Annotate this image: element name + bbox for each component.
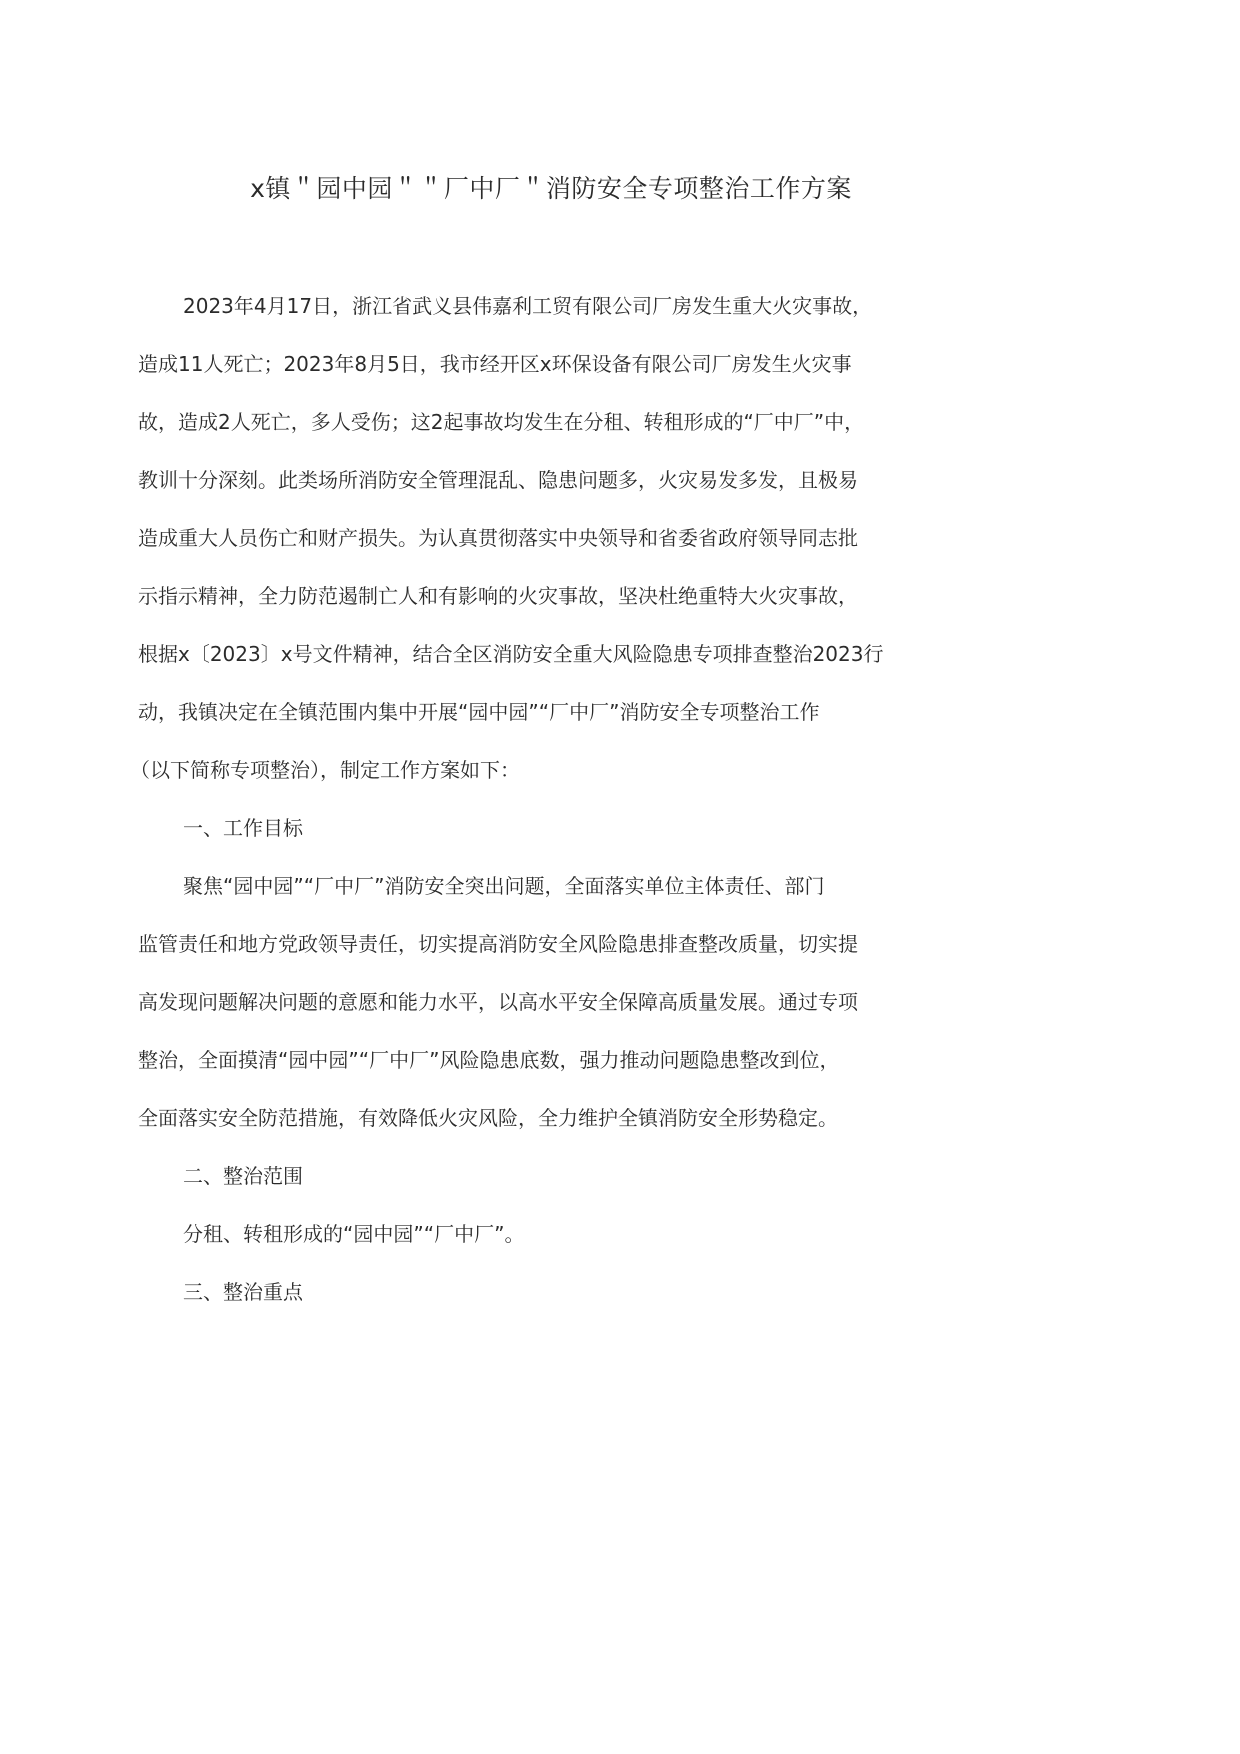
section-heading-objectives: 一、工作目标 [183, 816, 303, 840]
document-title: x镇＂园中园＂＂厂中厂＂消防安全专项整治工作方案 [250, 174, 852, 203]
objectives-line-1: 聚焦“园中园”“厂中厂”消防安全突出问题，全面落实单位主体责任、部门 [183, 874, 825, 898]
intro-line-9: （以下简称专项整治），制定工作方案如下： [130, 758, 520, 782]
intro-line-1: 2023年4月17日，浙江省武义县伟嘉利工贸有限公司厂房发生重大火灾事故， [183, 294, 873, 318]
intro-line-2: 造成11人死亡；2023年8月5日，我市经开区x环保设备有限公司厂房发生火灾事 [138, 352, 852, 376]
objectives-line-2: 监管责任和地方党政领导责任，切实提高消防安全风险隐患排查整改质量，切实提 [138, 932, 858, 956]
objectives-line-4: 整治，全面摸清“园中园”“厂中厂”风险隐患底数，强力推动问题隐患整改到位， [138, 1048, 840, 1072]
section-heading-focus: 三、整治重点 [183, 1280, 303, 1304]
intro-line-5: 造成重大人员伤亡和财产损失。为认真贯彻落实中央领导和省委省政府领导同志批 [138, 526, 858, 550]
intro-line-6: 示指示精神，全力防范遏制亡人和有影响的火灾事故，坚决杜绝重特大火灾事故， [138, 584, 858, 608]
intro-line-8: 动，我镇决定在全镇范围内集中开展“园中园”“厂中厂”消防安全专项整治工作 [138, 700, 820, 724]
intro-line-3: 故，造成2人死亡，多人受伤；这2起事故均发生在分租、转租形成的“厂中厂”中， [138, 410, 865, 434]
scope-text: 分租、转租形成的“园中园”“厂中厂”。 [183, 1222, 525, 1246]
objectives-line-3: 高发现问题解决问题的意愿和能力水平，以高水平安全保障高质量发展。通过专项 [138, 990, 858, 1014]
section-heading-scope: 二、整治范围 [183, 1164, 303, 1188]
intro-line-7: 根据x〔2023〕x号文件精神，结合全区消防安全重大风险隐患专项排查整治2023行 [138, 642, 884, 666]
intro-line-4: 教训十分深刻。此类场所消防安全管理混乱、隐患问题多，火灾易发多发，且极易 [138, 468, 858, 492]
objectives-line-5: 全面落实安全防范措施，有效降低火灾风险，全力维护全镇消防安全形势稳定。 [138, 1106, 838, 1130]
